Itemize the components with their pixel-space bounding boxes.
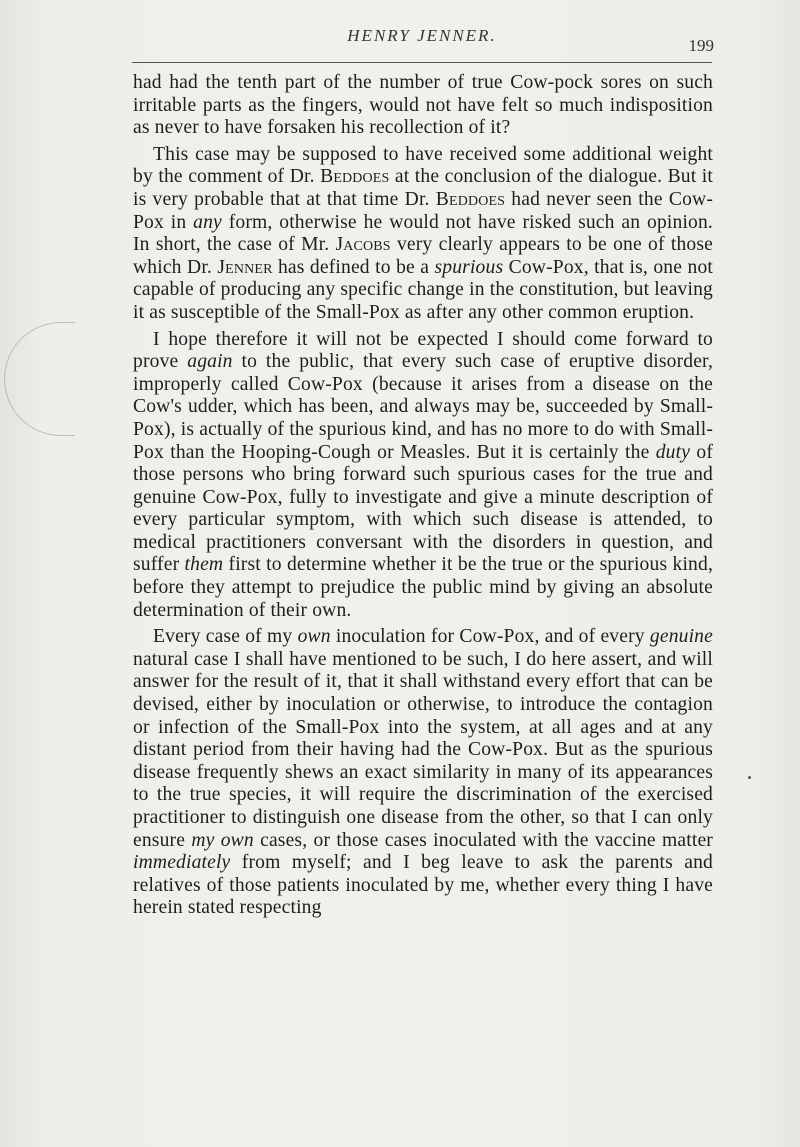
- text-segment: immediately: [133, 852, 231, 874]
- text-segment: This case may be supposed to have received some additional weight by the comment of Dr.: [133, 143, 713, 188]
- text-segment: again: [187, 351, 233, 373]
- margin-dot: [748, 776, 751, 779]
- text-segment: them: [184, 554, 224, 576]
- text-segment: from myself; and I beg leave to ask the parents and relatives of those patients inoculated by me, whether every thing I have herein stated respecting: [133, 852, 713, 919]
- text-segment: Every case of my: [153, 626, 298, 648]
- text-segment: has defined to be a: [272, 256, 435, 278]
- text-segment: inoculation for Cow-Pox, and of every: [330, 626, 650, 648]
- text-segment: of those persons who bring forward such spurious cases for the true and genuine Cow-Pox, fully to investigate and give a minute description of every particular symptom, with which such disease is attended, to medical practitioners conversant with the disorders in question, and suffer: [133, 441, 713, 576]
- text-segment: natural case I shall have mentioned to be such, I do here assert, and will answer for the result of it, that it shall withstand every effort that can be devised, either by inoculation or otherwise, to introduce the contagion or infection of the Small-Pox into the system, at all ages and at any distant period from their having had the Cow-Pox. But as the spurious disease frequently shews an exact similarity in many of its appearances to the true species, it will require the discrimination of the exercised practitioner to distinguish one disease from the other, so that I can only ensure: [133, 648, 713, 851]
- text-segment: own: [297, 626, 331, 648]
- paragraph: [133, 144, 713, 325]
- text-segment: to the public, that every such case of eruptive disorder, improperly called Cow-Pox (because it arises from a disease on the Cow's udder, which has been, and always may be, succeeded by Small-Pox), is actually of the spurious kind, and has no more to do with Small-Pox than the Hooping-Cough or Measles. But it is certainly the: [133, 351, 713, 463]
- text-segment: cases, or those cases inoculated with the vaccine matter: [253, 829, 713, 851]
- text-segment: my own: [191, 829, 254, 851]
- margin-pencil-mark: [4, 322, 75, 436]
- page-number: 199: [688, 36, 714, 55]
- text-segment: form, otherwise he would not have risked such an opinion. In short, the case of Mr.: [133, 211, 713, 256]
- text-segment: very clearly appears to be one of those which Dr.: [133, 234, 714, 278]
- body-text: [133, 72, 713, 924]
- text-segment: genuine: [649, 626, 713, 648]
- text-segment: I hope therefore it will not be expected I should come forward to prove: [133, 328, 713, 373]
- text-segment: any: [193, 211, 222, 233]
- text-segment: Jenner: [217, 256, 273, 278]
- text-segment: at the conclusion of the dialogue. But it is very probable that at that time Dr.: [133, 166, 713, 210]
- text-segment: had had the tenth part of the number of true Cow-pock sores on such irritable parts as the fingers, would not have felt so much indisposition as never to have forsaken his recollection of it?: [133, 72, 713, 139]
- running-head: HENRY JENNER.: [347, 26, 497, 45]
- paragraph: [133, 626, 713, 920]
- header-rule: [132, 62, 712, 63]
- page-header: [132, 22, 712, 62]
- text-segment: Beddoes: [320, 166, 390, 188]
- paragraph: [133, 329, 713, 623]
- paragraph: [133, 72, 713, 140]
- text-segment: Jacobs: [335, 234, 391, 256]
- text-segment: Cow-Pox, that is, one not capable of producing any specific change in the constitution, but leaving it as susceptible of the Small-Pox as after any other common eruption.: [133, 256, 713, 323]
- text-segment: duty: [655, 441, 691, 463]
- text-segment: spurious: [434, 256, 504, 278]
- text-segment: first to determine whether it be the true or the spurious kind, before they attempt to prejudice the public mind by giving an absolute determination of their own.: [133, 554, 713, 621]
- text-segment: Beddoes: [435, 188, 506, 210]
- text-segment: had never seen the Cow-Pox in: [133, 188, 713, 233]
